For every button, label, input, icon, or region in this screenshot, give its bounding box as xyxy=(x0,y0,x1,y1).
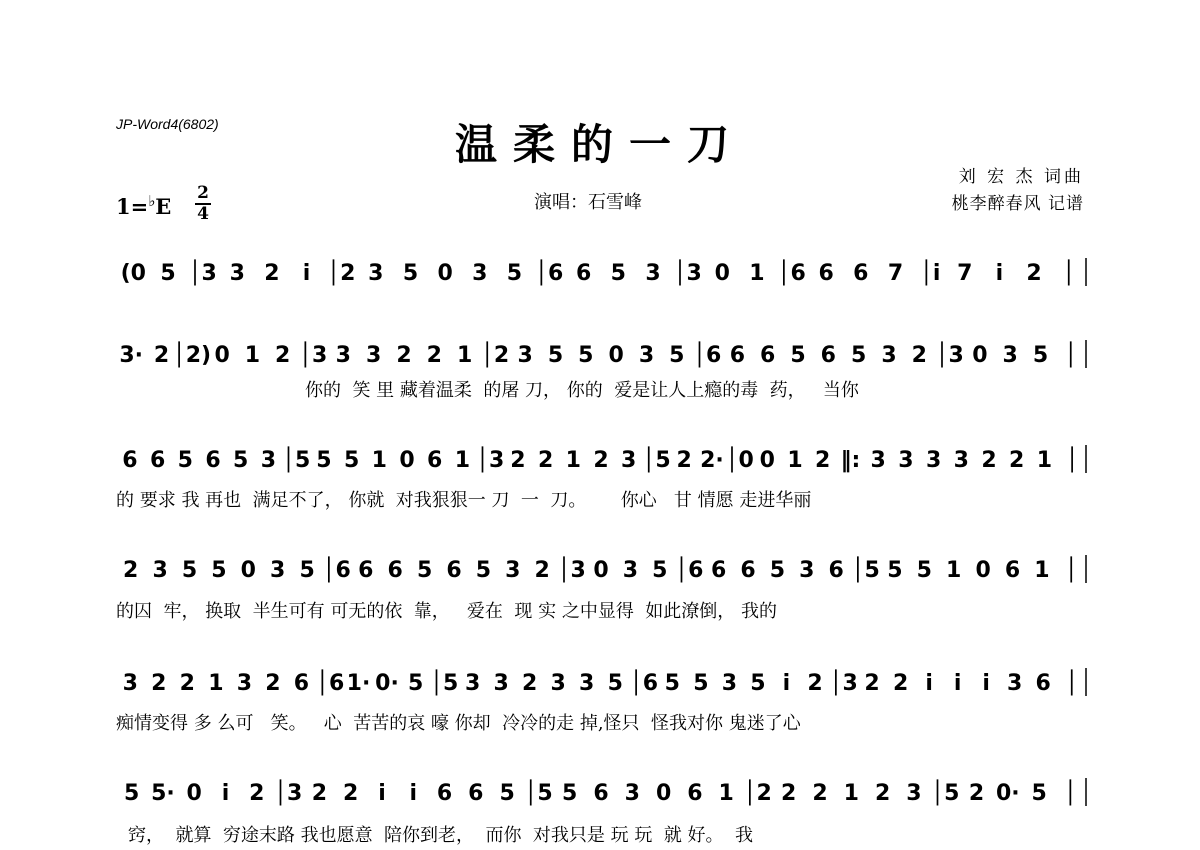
notation-token: 0 xyxy=(593,558,609,583)
notation-token: 2 xyxy=(537,448,554,473)
notation-token: 2 xyxy=(265,671,281,696)
notation-token: 6 xyxy=(820,343,836,368)
notation-token: 5 xyxy=(416,558,433,583)
notation-token: 6 xyxy=(387,558,403,583)
notation-token: 6 xyxy=(427,448,443,473)
notation-token: 0 xyxy=(972,343,988,368)
notation-token: 3 xyxy=(579,671,595,696)
notation-token: 2 xyxy=(522,671,538,696)
notation-token: 5 xyxy=(402,261,419,286)
notation-token: 6 xyxy=(293,671,310,696)
notation-token: 3 xyxy=(335,343,351,368)
notation-token: 3 xyxy=(621,448,637,473)
notation-token: 1 xyxy=(718,781,734,806)
notation-token: 3 xyxy=(898,448,914,473)
notation-token: 5 xyxy=(610,261,626,286)
notation-token: i xyxy=(378,781,386,806)
lyrics-line-4: 的囚 牢， 换取 半生可有 可无的依 靠， 爱在 现 实 之中显得 如此潦倒， 我的 xyxy=(116,601,777,622)
notation-token: 2 xyxy=(968,781,985,806)
performer-credit: 演唱：石雪峰 xyxy=(534,192,642,213)
notation-token: 5 xyxy=(506,261,523,286)
notation-token: 6 xyxy=(468,781,484,806)
notation-token: 5 xyxy=(177,448,193,473)
notation-token: 6 xyxy=(710,558,727,583)
notation-token: (0 xyxy=(120,261,146,286)
notation-token: 6 xyxy=(760,343,776,368)
notation-token: 5 xyxy=(652,558,668,583)
notation-token: 3 xyxy=(229,261,245,286)
flat-sign-icon: ♭ xyxy=(148,192,156,210)
notation-token: 2 xyxy=(815,448,831,473)
notation-token: 0 xyxy=(759,448,775,473)
notation-token: 2 xyxy=(275,343,291,368)
notation-token: 5 xyxy=(343,448,360,473)
time-signature-bottom: 4 xyxy=(197,204,209,224)
notation-token: 5 xyxy=(547,343,564,368)
notation-token: │6 xyxy=(315,671,345,696)
notation-token: │ xyxy=(1065,448,1079,473)
notation-token: 2 xyxy=(1026,261,1042,286)
notation-token: 2 xyxy=(510,448,526,473)
notation-token: 6 xyxy=(687,781,703,806)
notation-token: 2 xyxy=(807,671,823,696)
notation-token: 1 xyxy=(565,448,581,473)
notation-token: i xyxy=(221,781,230,806)
notation-token: 5 xyxy=(211,558,227,583)
notation-token: 2 xyxy=(153,343,170,368)
notation-token: 1 xyxy=(456,343,473,368)
notation-token: 1 xyxy=(787,448,803,473)
notation-token: 0 xyxy=(975,558,991,583)
notation-token: 2 xyxy=(179,671,195,696)
notation-token: │5 xyxy=(524,781,553,806)
notation-token: 3 xyxy=(493,671,509,696)
notation-token: 3 xyxy=(368,261,384,286)
notation-token: 2 xyxy=(593,448,609,473)
notation-token: 6 xyxy=(205,448,221,473)
notation-token: 5 xyxy=(578,343,594,368)
notation-token: i xyxy=(302,261,311,286)
notation-token: 2 xyxy=(874,781,891,806)
notation-token: 3 xyxy=(870,448,886,473)
notation-token: 0 xyxy=(608,343,624,368)
notation-token: 3 xyxy=(624,781,640,806)
notation-token: 5 xyxy=(233,448,249,473)
notation-token: 6 xyxy=(1035,671,1051,696)
notation-token: i xyxy=(982,671,990,696)
notation-token: 1 xyxy=(208,671,224,696)
notation-token: 3· xyxy=(119,343,144,368)
notation-token: 7 xyxy=(957,261,973,286)
notation-token: 0 xyxy=(399,448,415,473)
notation-token: 2 xyxy=(1009,448,1025,473)
notation-token: 6 xyxy=(446,558,462,583)
notation-token: 5 xyxy=(607,671,623,696)
notation-token: 2 xyxy=(981,448,997,473)
notation-token: 2 xyxy=(676,448,692,473)
notation-token: │6 xyxy=(674,558,704,583)
key-note: E xyxy=(155,194,172,219)
notation-token: 5 xyxy=(669,343,685,368)
notation-token: 5 xyxy=(1032,343,1049,368)
lyrics-line-3: 的 要求 我 再也 满足不了， 你就 对我狠狠一 刀 一 刀。 你心 甘 情愿 走进华丽 xyxy=(116,490,812,511)
notation-token: 5 xyxy=(123,781,140,806)
notation-token: │3 xyxy=(673,261,702,286)
lyrics-line-5: 痴情变得 多 么可 笑。 心 苦苦的哀 嚎 你却 冷冷的走 掉,怪只 怪我对你 鬼迷了心 xyxy=(116,713,801,734)
notation-token: │ xyxy=(1064,558,1078,583)
notation-token: 3 xyxy=(464,671,481,696)
notation-token: 3 xyxy=(638,343,655,368)
notation-token: │5 xyxy=(281,448,311,473)
notation-token: 1 xyxy=(1036,448,1053,473)
composer-credit: 刘 宏 杰 词曲 xyxy=(958,167,1084,187)
song-title: 温柔的一刀 xyxy=(454,120,745,169)
notation-token: │3 xyxy=(298,343,328,368)
notation-token: 3 xyxy=(721,671,738,696)
lyrics-line-6: 窍， 就算 穷途末路 我也愿意 陪你到老， 而你 对我只是 玩 玩 就 好。 我 xyxy=(128,825,753,846)
notation-token: 2 xyxy=(123,558,139,583)
notation-token: 6 xyxy=(122,448,138,473)
notation-token: 5 xyxy=(693,671,709,696)
notation-token: 5 xyxy=(750,671,766,696)
lyrics-line-2: 你的 笑 里 藏着温柔 的屠 刀， 你的 爱是让人上瘾的毒 药， 当你 xyxy=(305,380,859,401)
notation-token: │i xyxy=(919,261,941,286)
arranger-credit: 桃李醉春风 记谱 xyxy=(951,194,1084,214)
notation-token: i xyxy=(995,261,1004,286)
notation-token: 6 xyxy=(1004,558,1021,583)
notation-token: i xyxy=(953,671,962,696)
notation-token: 3 xyxy=(260,448,277,473)
notation-token: 5 xyxy=(851,343,867,368)
notation-token: 6 xyxy=(818,261,834,286)
notation-token: │2 xyxy=(480,343,510,368)
notation-token: │2 xyxy=(743,781,772,806)
notation-token: 2 xyxy=(812,781,828,806)
notation-token: 1 xyxy=(244,343,261,368)
notation-token: │3 xyxy=(829,671,858,696)
notation-token: │6 xyxy=(777,261,806,286)
notation-token: i xyxy=(409,781,418,806)
notation-token: 0· xyxy=(375,671,399,696)
notation-token: 3 xyxy=(925,448,942,473)
notation-token: 5· xyxy=(151,781,175,806)
notation-token: 2 xyxy=(311,781,328,806)
notation-token: 5 xyxy=(475,558,492,583)
notation-token: 3 xyxy=(881,343,897,368)
notation-token: 0 xyxy=(214,343,230,368)
notation-token: 5 xyxy=(407,671,424,696)
notation-token: 3 xyxy=(550,671,566,696)
notation-token: 6 xyxy=(358,558,374,583)
notation-token: │5 xyxy=(851,558,880,583)
notation-token: 3 xyxy=(645,261,661,286)
notation-token: │3 xyxy=(557,558,586,583)
notation-token: 1 xyxy=(749,261,765,286)
notation-token: 5 xyxy=(160,261,176,286)
notation-token: │0 xyxy=(725,448,754,473)
notation-token: 1· xyxy=(346,671,371,696)
notation-token: 2 xyxy=(864,671,880,696)
notation-token: 5 xyxy=(316,448,332,473)
notation-token: 1 xyxy=(843,781,859,806)
notation-token: 2 xyxy=(343,781,359,806)
notation-token: 6 xyxy=(740,558,756,583)
notation-token: 5 xyxy=(887,558,903,583)
notation-token: 1 xyxy=(946,558,962,583)
notation-token: 5 xyxy=(916,558,932,583)
notation-token: 2 xyxy=(892,671,909,696)
notation-token: 3 xyxy=(236,671,253,696)
notation-token: 6 xyxy=(576,261,592,286)
notation-token: │6 xyxy=(629,671,659,696)
notation-token: │5 xyxy=(642,448,671,473)
notation-token: 1 xyxy=(454,448,471,473)
notation-token: 2 xyxy=(249,781,265,806)
notation-token: │3 xyxy=(188,261,217,286)
notation-token: 2 xyxy=(426,343,442,368)
notation-token: 0 xyxy=(437,261,453,286)
notation-token: │2) xyxy=(172,343,212,368)
notation-token: 5 xyxy=(664,671,680,696)
notation-token: 3 xyxy=(366,343,382,368)
notation-token: 5 xyxy=(181,558,198,583)
time-signature-top: 2 xyxy=(197,183,209,203)
notation-token: 5 xyxy=(499,781,515,806)
notation-token: 3 xyxy=(622,558,639,583)
notation-token: 3 xyxy=(472,261,488,286)
notation-token: i xyxy=(782,671,791,696)
notation-token: │ xyxy=(1062,261,1076,286)
notation-token: │6 xyxy=(692,343,722,368)
notation-token: 2 xyxy=(911,343,927,368)
notation-token: │6 xyxy=(534,261,564,286)
notation-token: 2 xyxy=(151,671,167,696)
notation-token: 3 xyxy=(152,558,168,583)
notation-token: 5 xyxy=(790,343,806,368)
notation-token: 0 xyxy=(714,261,730,286)
notation-token: 3 xyxy=(1007,671,1023,696)
notation-token: 3 xyxy=(505,558,521,583)
notation-token: │3 xyxy=(935,343,964,368)
notation-token: 1 xyxy=(1034,558,1050,583)
notation-token: 2 xyxy=(781,781,797,806)
notation-token: │3 xyxy=(475,448,505,473)
notation-token: ‖: xyxy=(840,448,861,473)
notation-token: 3 xyxy=(270,558,286,583)
notation-token: 2 xyxy=(396,343,412,368)
notation-token: 6 xyxy=(149,448,166,473)
notation-token: 5 xyxy=(299,558,315,583)
notation-token: 1 xyxy=(371,448,387,473)
notation-token: │ xyxy=(1064,343,1078,368)
notation-token: i xyxy=(925,671,933,696)
notation-token: 0 xyxy=(655,781,672,806)
notation-token: 3 xyxy=(953,448,969,473)
notation-token: │5 xyxy=(930,781,960,806)
notation-token: │2 xyxy=(326,261,356,286)
notation-token: 5 xyxy=(562,781,578,806)
notation-token: │6 xyxy=(322,558,351,583)
notation-token: │5 xyxy=(429,671,459,696)
key-prefix: 1= xyxy=(116,194,149,219)
notation-token: 5 xyxy=(769,558,786,583)
notation-token: 3 xyxy=(1002,343,1018,368)
notation-token: 0· xyxy=(995,781,1020,806)
notation-token: │3 xyxy=(273,781,303,806)
notation-token: 6 xyxy=(593,781,609,806)
notation-token: 3 xyxy=(122,671,138,696)
notation-token: 0 xyxy=(240,558,256,583)
notation-token: 7 xyxy=(887,261,904,286)
notation-token: 0 xyxy=(186,781,202,806)
notation-token: 5 xyxy=(1031,781,1047,806)
source-label: JP-Word4(6802) xyxy=(116,116,219,132)
notation-token: 6 xyxy=(853,261,869,286)
notation-token: 6 xyxy=(828,558,844,583)
notation-token: 2 xyxy=(534,558,550,583)
notation-token: 3 xyxy=(799,558,815,583)
notation-token: 3 xyxy=(906,781,922,806)
notation-token: 2 xyxy=(264,261,280,286)
notation-token: 3 xyxy=(517,343,533,368)
notation-token: │ xyxy=(1065,671,1079,696)
notation-token: 6 xyxy=(436,781,453,806)
notation-token: 2· xyxy=(700,448,724,473)
notation-token: 6 xyxy=(729,343,746,368)
notation-token: │ xyxy=(1063,781,1078,806)
